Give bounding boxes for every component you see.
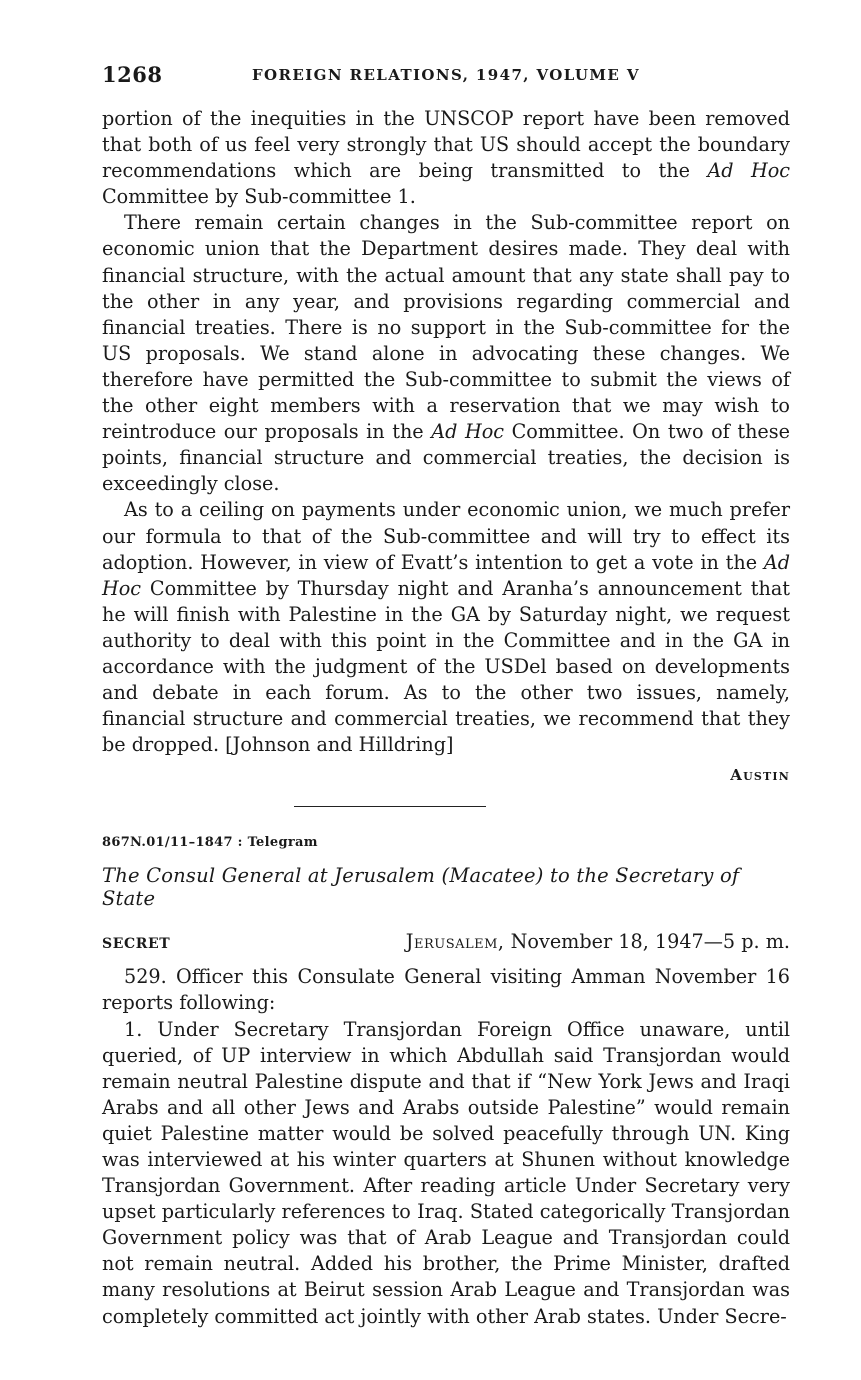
file-reference: 867N.01/11–1847 : Telegram xyxy=(102,835,318,851)
paragraph-text: There remain certain changes in the Sub-committee report on economic union that the Department desires made. They deal with financial structure, with the actual amount that any state shall pay to the other in any year, and provisions regarding commercial and financial treaties. There is no support in the Sub-committee for the US proposals. We stand alone in advocating these changes. We therefore have permitted the Sub-committee to submit the views of the other eight members with a reservation that we may wish to reintroduce our proposals in the xyxy=(102,211,790,444)
paragraph-text: portion of the inequities in the UNSCOP report have been removed that both of us feel very strongly that US should accept the boundary recommendations which are being transmitted to the xyxy=(102,107,790,183)
paragraph-text: Committee by Thursday night and Aranha’s announcement that he will finish with Palestine in the GA by Saturday night, we request authority to deal with this point in the Committee and in the GA in accordance with the judgment of the USDel based on developments and debate in each forum. As to the other two issues, namely, financial structure and commercial treaties, we recommend that they be dropped. [Johnson and Hilldring] xyxy=(102,576,790,757)
page-number: 1268 xyxy=(102,62,163,87)
document-title xyxy=(102,864,790,910)
paragraph-economic-union xyxy=(102,210,790,497)
place-date xyxy=(406,930,790,953)
italic-committee-name: Ad Hoc xyxy=(707,159,790,183)
telegram-paragraph-529: 529. Officer this Consulate General visiting Amman November 16 reports following: xyxy=(102,965,790,1015)
classification-label: SECRET xyxy=(102,936,171,953)
paragraph-continuation xyxy=(102,106,790,210)
section-divider xyxy=(294,806,486,807)
dateline xyxy=(102,930,790,960)
paragraph-ceiling-payments xyxy=(102,497,790,758)
running-title: FOREIGN RELATIONS, 1947, VOLUME V xyxy=(252,66,640,84)
paragraph-text: Committee. On two of these points, financial structure and commercial treaties, the decision is exceedingly close. xyxy=(102,420,790,496)
date: November 18, 1947—5 p. m. xyxy=(504,930,790,954)
title-text: The Consul General at Jerusalem ( xyxy=(102,864,450,888)
running-head xyxy=(102,58,790,94)
paragraph-text: As to a ceiling on payments under economic union, we much prefer our formula to that of the Sub-committee and will try to effect its adoption. However, in view of Evatt’s intention to get a vote in the xyxy=(102,498,790,574)
signature: Austin xyxy=(730,766,790,785)
telegram-paragraph-1: 1. Under Secretary Transjordan Foreign Office unaware, until queried, of UP interview in which Abdullah said Transjordan would remain neutral Palestine dispute and that if “New York Jews and Iraqi Arabs and all other Jews and Arabs outside Palestine” would remain quiet Palestine matter would be solved peacefully through UN. King was interviewed at his winter quarters at Shunen without knowledge Transjordan Government. After reading article Under Secretary very upset particularly references to Iraq. Stated categorically Transjordan Government policy was that of Arab League and Transjordan could not remain neutral. Added his brother, the Prime Minister, drafted many resolutions at Beirut session Arab League and Transjordan was completely committed act jointly with other Arab states. Under Secre- xyxy=(102,1017,790,1328)
place: Jerusalem, xyxy=(405,930,505,954)
paragraph-text: Committee by Sub-committee 1. xyxy=(102,185,416,209)
title-name: Macatee xyxy=(449,864,536,888)
page xyxy=(102,58,790,1330)
italic-committee-name: Ad Hoc xyxy=(431,420,505,444)
title-text: ) to the Secretary of State xyxy=(102,864,740,911)
italic-committee-name: Ad Hoc xyxy=(102,550,790,600)
